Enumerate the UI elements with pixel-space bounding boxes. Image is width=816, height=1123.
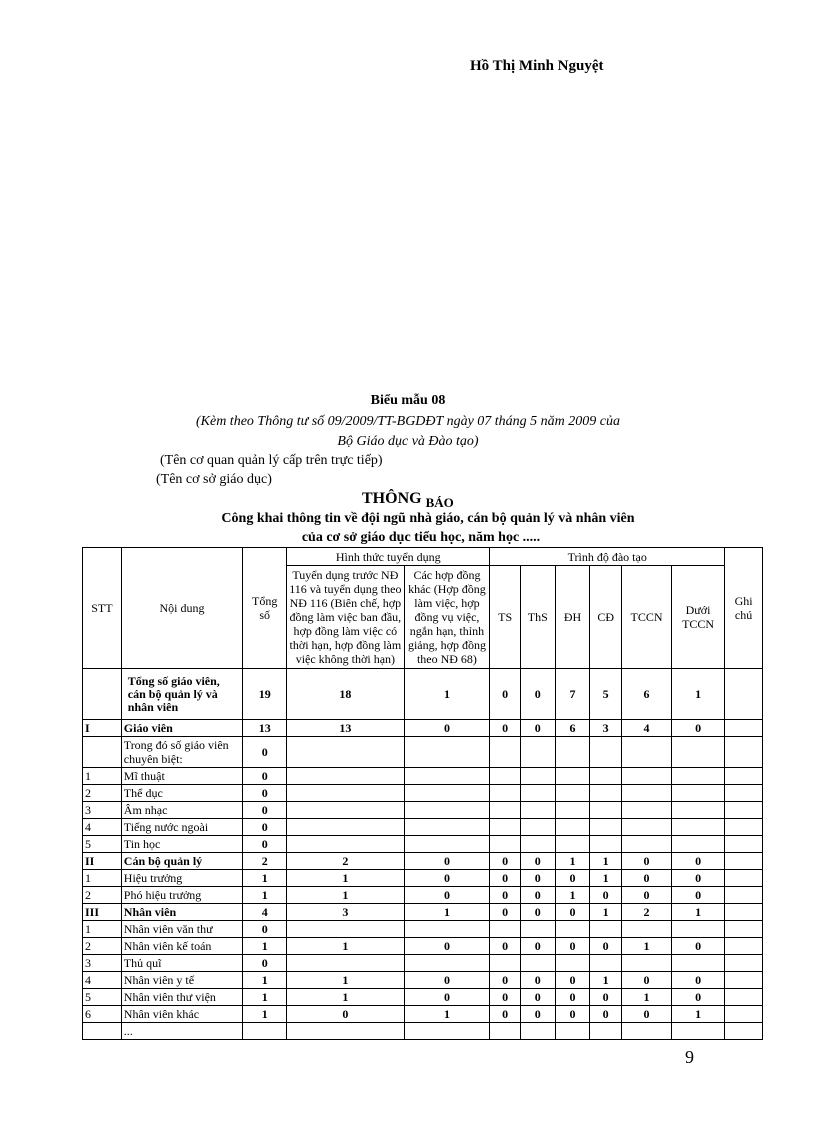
cell-tccn: 0 xyxy=(622,887,672,904)
cell-tccn: 1 xyxy=(622,938,672,955)
cell-stt xyxy=(83,1023,122,1040)
table-row xyxy=(83,955,763,972)
cell-other: 0 xyxy=(404,853,490,870)
cell-ts xyxy=(490,1023,521,1040)
cell-tccn: 6 xyxy=(622,669,672,720)
cell-below: 0 xyxy=(672,887,725,904)
cell-stt: II xyxy=(83,853,122,870)
table-row xyxy=(83,737,763,768)
cell-name: Giáo viên xyxy=(121,720,242,737)
cell-stt: I xyxy=(83,720,122,737)
cell-before xyxy=(287,836,404,853)
cell-total: 1 xyxy=(243,972,287,989)
notice-part-1: THÔNG xyxy=(362,490,426,507)
cell-ths xyxy=(520,1023,555,1040)
cell-below xyxy=(672,836,725,853)
cell-ts: 0 xyxy=(490,938,521,955)
cell-ths: 0 xyxy=(520,1006,555,1023)
cell-ths: 0 xyxy=(520,938,555,955)
cell-cd: 0 xyxy=(590,1006,622,1023)
cell-other: 0 xyxy=(404,870,490,887)
cell-below: 0 xyxy=(672,853,725,870)
cell-cd: 0 xyxy=(590,938,622,955)
cell-before xyxy=(287,921,404,938)
cell-dh: 1 xyxy=(555,853,590,870)
cell-before xyxy=(287,785,404,802)
cell-other xyxy=(404,819,490,836)
cell-note xyxy=(725,1006,763,1023)
notice-title xyxy=(362,490,454,508)
cell-ts xyxy=(490,836,521,853)
notice-part-2: BÁO xyxy=(425,495,454,510)
cell-stt: 2 xyxy=(83,887,122,904)
cell-cd: 1 xyxy=(590,853,622,870)
table-row xyxy=(83,921,763,938)
cell-name: Tổng số giáo viên, cán bộ quản lý và nhân viên xyxy=(121,669,242,720)
cell-below xyxy=(672,1023,725,1040)
cell-cd: 0 xyxy=(590,887,622,904)
cell-cd: 1 xyxy=(590,904,622,921)
cell-before: 1 xyxy=(287,972,404,989)
cell-below: 1 xyxy=(672,1006,725,1023)
cell-stt: 2 xyxy=(83,785,122,802)
table-row xyxy=(83,989,763,1006)
cell-ts: 0 xyxy=(490,887,521,904)
reference-line-2: Bộ Giáo dục và Đào tạo) xyxy=(337,434,479,449)
table-row xyxy=(83,904,763,921)
cell-ths xyxy=(520,802,555,819)
cell-ts: 0 xyxy=(490,870,521,887)
cell-note xyxy=(725,669,763,720)
cell-tccn xyxy=(622,921,672,938)
cell-other: 1 xyxy=(404,904,490,921)
cell-dh: 0 xyxy=(555,972,590,989)
cell-note xyxy=(725,836,763,853)
table-row xyxy=(83,887,763,904)
cell-stt: 6 xyxy=(83,1006,122,1023)
cell-cd xyxy=(590,737,622,768)
cell-note xyxy=(725,887,763,904)
cell-name: ... xyxy=(121,1023,242,1040)
header-note: Ghi chú xyxy=(725,548,763,669)
cell-name: Phó hiệu trưởng xyxy=(121,887,242,904)
cell-ths xyxy=(520,785,555,802)
header-stt: STT xyxy=(83,548,122,669)
cell-ts: 0 xyxy=(490,989,521,1006)
cell-other xyxy=(404,836,490,853)
header-below-tccn: Dưới TCCN xyxy=(672,566,725,669)
cell-total: 0 xyxy=(243,836,287,853)
table-row xyxy=(83,802,763,819)
cell-name: Tiếng nước ngoài xyxy=(121,819,242,836)
table-body xyxy=(83,669,763,1040)
cell-tccn xyxy=(622,802,672,819)
cell-tccn xyxy=(622,819,672,836)
table-row xyxy=(83,720,763,737)
cell-dh: 6 xyxy=(555,720,590,737)
cell-cd xyxy=(590,819,622,836)
cell-before: 0 xyxy=(287,1006,404,1023)
cell-before xyxy=(287,955,404,972)
cell-below: 0 xyxy=(672,870,725,887)
cell-before: 1 xyxy=(287,989,404,1006)
cell-before: 1 xyxy=(287,938,404,955)
cell-ths xyxy=(520,737,555,768)
header-cd: CĐ xyxy=(590,566,622,669)
header-ths: ThS xyxy=(520,566,555,669)
cell-other xyxy=(404,1023,490,1040)
cell-cd: 3 xyxy=(590,720,622,737)
cell-ts xyxy=(490,785,521,802)
cell-cd xyxy=(590,836,622,853)
cell-name: Mĩ thuật xyxy=(121,768,242,785)
cell-name: Thể dục xyxy=(121,785,242,802)
cell-dh xyxy=(555,768,590,785)
cell-note xyxy=(725,785,763,802)
cell-ths xyxy=(520,921,555,938)
cell-stt: 1 xyxy=(83,870,122,887)
cell-name: Nhân viên y tế xyxy=(121,972,242,989)
cell-note xyxy=(725,1023,763,1040)
cell-note xyxy=(725,904,763,921)
table-row xyxy=(83,785,763,802)
cell-ts xyxy=(490,955,521,972)
cell-below xyxy=(672,785,725,802)
cell-note xyxy=(725,720,763,737)
cell-note xyxy=(725,870,763,887)
cell-ths: 0 xyxy=(520,904,555,921)
cell-name: Thủ quĩ xyxy=(121,955,242,972)
cell-below xyxy=(672,955,725,972)
table-row xyxy=(83,836,763,853)
cell-total: 4 xyxy=(243,904,287,921)
header-training-group: Trình độ đào tạo xyxy=(490,548,725,566)
cell-total: 1 xyxy=(243,887,287,904)
cell-before xyxy=(287,819,404,836)
cell-below xyxy=(672,737,725,768)
cell-other xyxy=(404,737,490,768)
report-heading-line-2: của cơ sở giáo dục tiểu học, năm học ..... xyxy=(301,530,541,545)
header-dh: ĐH xyxy=(555,566,590,669)
cell-ths: 0 xyxy=(520,989,555,1006)
cell-below: 0 xyxy=(672,720,725,737)
cell-note xyxy=(725,819,763,836)
cell-ts: 0 xyxy=(490,972,521,989)
cell-name: Nhân viên kế toán xyxy=(121,938,242,955)
header-recruitment-group: Hình thức tuyển dụng xyxy=(287,548,490,566)
cell-stt: 4 xyxy=(83,972,122,989)
cell-total xyxy=(243,1023,287,1040)
cell-note xyxy=(725,972,763,989)
cell-ts: 0 xyxy=(490,904,521,921)
cell-ths: 0 xyxy=(520,972,555,989)
table-row xyxy=(83,938,763,955)
cell-ts: 0 xyxy=(490,669,521,720)
cell-total: 13 xyxy=(243,720,287,737)
cell-ts: 0 xyxy=(490,853,521,870)
cell-below: 0 xyxy=(672,989,725,1006)
cell-below xyxy=(672,819,725,836)
form-title: Biểu mẫu 08 xyxy=(370,393,446,408)
report-heading-line-1: Công khai thông tin về đội ngũ nhà giáo, cán bộ quản lý và nhân viên xyxy=(221,511,635,526)
cell-stt: 5 xyxy=(83,989,122,1006)
cell-cd xyxy=(590,802,622,819)
cell-stt: 4 xyxy=(83,819,122,836)
cell-note xyxy=(725,768,763,785)
cell-tccn: 2 xyxy=(622,904,672,921)
cell-total: 0 xyxy=(243,737,287,768)
cell-note xyxy=(725,938,763,955)
table-row xyxy=(83,972,763,989)
cell-before: 2 xyxy=(287,853,404,870)
cell-cd: 0 xyxy=(590,989,622,1006)
table-row xyxy=(83,853,763,870)
cell-ts xyxy=(490,768,521,785)
cell-name: Nhân viên xyxy=(121,904,242,921)
cell-stt: 1 xyxy=(83,768,122,785)
cell-stt: 3 xyxy=(83,802,122,819)
cell-tccn xyxy=(622,955,672,972)
table-row xyxy=(83,1023,763,1040)
cell-cd: 1 xyxy=(590,972,622,989)
cell-tccn: 0 xyxy=(622,972,672,989)
cell-stt: 5 xyxy=(83,836,122,853)
cell-below xyxy=(672,768,725,785)
cell-ths xyxy=(520,955,555,972)
cell-total: 0 xyxy=(243,955,287,972)
form-reference xyxy=(0,412,816,452)
cell-cd xyxy=(590,1023,622,1040)
cell-stt: 2 xyxy=(83,938,122,955)
cell-stt: III xyxy=(83,904,122,921)
cell-dh xyxy=(555,802,590,819)
cell-below: 1 xyxy=(672,904,725,921)
header-recruit-before: Tuyển dụng trước NĐ 116 và tuyển dụng theo NĐ 116 (Biên chế, hợp đồng làm việc ban đầu, hợp đồng làm việc có thời hạn, hợp đồng làm việc không thời hạn) xyxy=(287,566,404,669)
cell-name: Nhân viên thư viện xyxy=(121,989,242,1006)
cell-ths: 0 xyxy=(520,853,555,870)
cell-before: 13 xyxy=(287,720,404,737)
cell-dh: 1 xyxy=(555,887,590,904)
cell-ts xyxy=(490,802,521,819)
cell-note xyxy=(725,737,763,768)
cell-before xyxy=(287,737,404,768)
cell-tccn: 4 xyxy=(622,720,672,737)
cell-tccn: 0 xyxy=(622,853,672,870)
table-row xyxy=(83,819,763,836)
cell-tccn: 1 xyxy=(622,989,672,1006)
cell-dh: 0 xyxy=(555,938,590,955)
cell-total: 1 xyxy=(243,989,287,1006)
cell-name: Hiệu trưởng xyxy=(121,870,242,887)
cell-stt xyxy=(83,669,122,720)
cell-dh: 0 xyxy=(555,870,590,887)
cell-ths: 0 xyxy=(520,887,555,904)
header-ts: TS xyxy=(490,566,521,669)
cell-other xyxy=(404,785,490,802)
cell-below: 0 xyxy=(672,972,725,989)
cell-other: 1 xyxy=(404,669,490,720)
cell-before: 18 xyxy=(287,669,404,720)
cell-name: Nhân viên khác xyxy=(121,1006,242,1023)
cell-ts: 0 xyxy=(490,720,521,737)
cell-below: 0 xyxy=(672,938,725,955)
cell-before xyxy=(287,802,404,819)
cell-other: 0 xyxy=(404,887,490,904)
cell-stt: 1 xyxy=(83,921,122,938)
cell-before: 3 xyxy=(287,904,404,921)
cell-note xyxy=(725,989,763,1006)
cell-dh xyxy=(555,1023,590,1040)
cell-dh xyxy=(555,955,590,972)
cell-total: 19 xyxy=(243,669,287,720)
cell-tccn: 0 xyxy=(622,870,672,887)
cell-other: 0 xyxy=(404,989,490,1006)
cell-dh xyxy=(555,836,590,853)
cell-dh: 0 xyxy=(555,904,590,921)
cell-name: Nhân viên văn thư xyxy=(121,921,242,938)
reference-line-1: (Kèm theo Thông tư số 09/2009/TT-BGDĐT ngày 07 tháng 5 năm 2009 của xyxy=(195,414,620,429)
cell-dh xyxy=(555,819,590,836)
cell-tccn: 0 xyxy=(622,1006,672,1023)
cell-total: 0 xyxy=(243,802,287,819)
cell-other xyxy=(404,802,490,819)
cell-total: 0 xyxy=(243,768,287,785)
facility-placeholder: (Tên cơ sở giáo dục) xyxy=(156,472,272,487)
cell-ths xyxy=(520,768,555,785)
cell-cd xyxy=(590,768,622,785)
cell-name: Âm nhạc xyxy=(121,802,242,819)
table-row xyxy=(83,768,763,785)
cell-ts: 0 xyxy=(490,1006,521,1023)
table-row xyxy=(83,870,763,887)
cell-name: Tin học xyxy=(121,836,242,853)
cell-stt: 3 xyxy=(83,955,122,972)
cell-below xyxy=(672,921,725,938)
cell-other xyxy=(404,768,490,785)
header-recruit-other: Các hợp đồng khác (Hợp đồng làm việc, hợp đồng vụ việc, ngắn hạn, thỉnh giảng, hợp đồng theo NĐ 68) xyxy=(404,566,490,669)
cell-other: 0 xyxy=(404,972,490,989)
agency-placeholder: (Tên cơ quan quản lý cấp trên trực tiếp) xyxy=(160,453,383,468)
cell-before xyxy=(287,1023,404,1040)
cell-name: Cán bộ quản lý xyxy=(121,853,242,870)
cell-ths: 0 xyxy=(520,720,555,737)
cell-cd xyxy=(590,921,622,938)
cell-total: 0 xyxy=(243,921,287,938)
cell-ths: 0 xyxy=(520,669,555,720)
cell-other xyxy=(404,921,490,938)
header-content: Nội dung xyxy=(121,548,242,669)
table-row xyxy=(83,669,763,720)
cell-tccn xyxy=(622,737,672,768)
cell-total: 0 xyxy=(243,785,287,802)
cell-cd xyxy=(590,955,622,972)
cell-below xyxy=(672,802,725,819)
cell-name: Trong đó số giáo viên chuyên biệt: xyxy=(121,737,242,768)
cell-other: 1 xyxy=(404,1006,490,1023)
table-row xyxy=(83,1006,763,1023)
header-total: Tổng số xyxy=(243,548,287,669)
cell-tccn xyxy=(622,785,672,802)
cell-before xyxy=(287,768,404,785)
staff-table xyxy=(82,547,763,1040)
cell-before: 1 xyxy=(287,870,404,887)
cell-ts xyxy=(490,737,521,768)
cell-other: 0 xyxy=(404,938,490,955)
cell-dh xyxy=(555,785,590,802)
cell-total: 1 xyxy=(243,938,287,955)
cell-ths: 0 xyxy=(520,870,555,887)
cell-dh: 0 xyxy=(555,989,590,1006)
cell-total: 2 xyxy=(243,853,287,870)
cell-cd xyxy=(590,785,622,802)
cell-below: 1 xyxy=(672,669,725,720)
cell-note xyxy=(725,802,763,819)
author-name: Hồ Thị Minh Nguyệt xyxy=(470,58,604,74)
cell-ts xyxy=(490,819,521,836)
cell-tccn xyxy=(622,768,672,785)
cell-total: 1 xyxy=(243,1006,287,1023)
cell-dh xyxy=(555,921,590,938)
cell-note xyxy=(725,853,763,870)
cell-stt xyxy=(83,737,122,768)
cell-total: 0 xyxy=(243,819,287,836)
cell-ths xyxy=(520,819,555,836)
cell-other: 0 xyxy=(404,720,490,737)
cell-other xyxy=(404,955,490,972)
header-tccn: TCCN xyxy=(622,566,672,669)
page-number: 9 xyxy=(685,1047,694,1067)
cell-ths xyxy=(520,836,555,853)
cell-dh: 0 xyxy=(555,1006,590,1023)
cell-cd: 1 xyxy=(590,870,622,887)
cell-note xyxy=(725,955,763,972)
cell-cd: 5 xyxy=(590,669,622,720)
cell-total: 1 xyxy=(243,870,287,887)
cell-ts xyxy=(490,921,521,938)
cell-tccn xyxy=(622,836,672,853)
cell-dh: 7 xyxy=(555,669,590,720)
cell-dh xyxy=(555,737,590,768)
cell-tccn xyxy=(622,1023,672,1040)
cell-before: 1 xyxy=(287,887,404,904)
cell-note xyxy=(725,921,763,938)
